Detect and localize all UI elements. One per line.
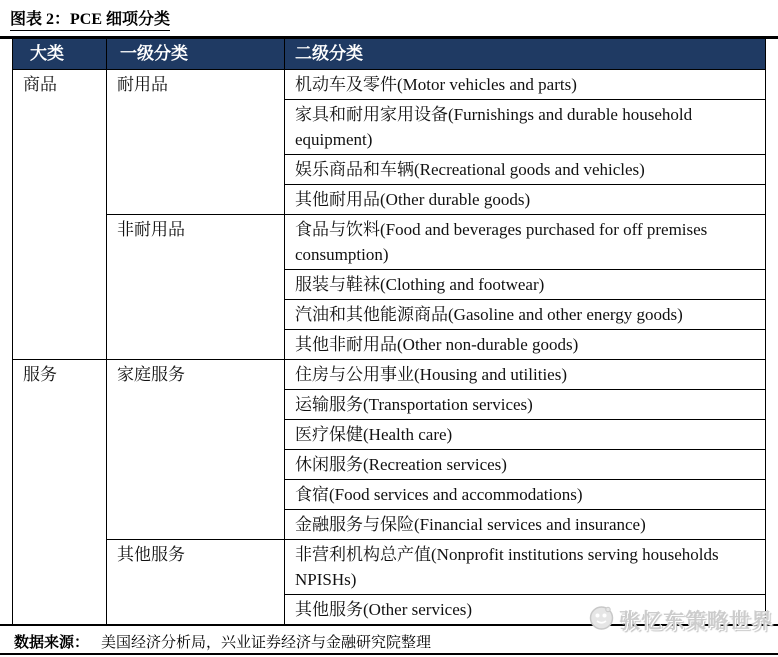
watermark-text: 张忆东策略世界 bbox=[619, 609, 773, 633]
level2-category-cell: 家具和耐用家用设备(Furnishings and durable household equipment) bbox=[285, 99, 766, 154]
table-row bbox=[13, 539, 766, 594]
level2-category-cell: 汽油和其他能源商品(Gasoline and other energy goods) bbox=[285, 299, 766, 329]
table-row bbox=[13, 69, 766, 99]
level2-category-cell: 食宿(Food services and accommodations) bbox=[285, 479, 766, 509]
header-major-category: 大类 bbox=[13, 39, 107, 70]
level2-category-cell: 其他耐用品(Other durable goods) bbox=[285, 184, 766, 214]
pce-classification-table bbox=[12, 39, 766, 625]
level2-category-cell: 非营利机构总产值(Nonprofit institutions serving households NPISHs) bbox=[285, 539, 766, 594]
header-level1-category: 一级分类 bbox=[107, 39, 285, 70]
header-level2-category: 二级分类 bbox=[285, 39, 766, 70]
level1-category-cell: 家庭服务 bbox=[107, 359, 285, 539]
major-category-cell: 商品 bbox=[13, 69, 107, 359]
level2-category-cell: 其他服务(Other services) bbox=[285, 594, 766, 624]
level1-category-cell: 其他服务 bbox=[107, 539, 285, 624]
data-source-text: 美国经济分析局，兴业证券经济与金融研究院整理 bbox=[101, 635, 432, 651]
table-body bbox=[13, 69, 766, 624]
level2-category-cell: 金融服务与保险(Financial services and insurance) bbox=[285, 509, 766, 539]
table-row bbox=[13, 359, 766, 389]
data-source-label: 数据来源： bbox=[14, 635, 90, 651]
level2-category-cell: 休闲服务(Recreation services) bbox=[285, 449, 766, 479]
data-source-row bbox=[14, 631, 778, 652]
figure-title bbox=[10, 6, 778, 31]
major-category-cell: 服务 bbox=[13, 359, 107, 624]
level2-category-cell: 医疗保健(Health care) bbox=[285, 419, 766, 449]
level2-category-cell: 食品与饮料(Food and beverages purchased for off premises consumption) bbox=[285, 214, 766, 269]
level2-category-cell: 运输服务(Transportation services) bbox=[285, 389, 766, 419]
table-header bbox=[13, 39, 766, 70]
table-header-row bbox=[13, 39, 766, 70]
level2-category-cell: 住房与公用事业(Housing and utilities) bbox=[285, 359, 766, 389]
level2-category-cell: 娱乐商品和车辆(Recreational goods and vehicles) bbox=[285, 154, 766, 184]
level1-category-cell: 耐用品 bbox=[107, 69, 285, 214]
level2-category-cell: 机动车及零件(Motor vehicles and parts) bbox=[285, 69, 766, 99]
level2-category-cell: 其他非耐用品(Other non-durable goods) bbox=[285, 329, 766, 359]
table-bottom-rule bbox=[0, 624, 778, 627]
page-end-rule bbox=[0, 653, 778, 656]
figure-title-text: 图表 2：PCE 细项分类 bbox=[10, 6, 170, 31]
level2-category-cell: 服装与鞋袜(Clothing and footwear) bbox=[285, 269, 766, 299]
level1-category-cell: 非耐用品 bbox=[107, 214, 285, 359]
table-row bbox=[13, 214, 766, 269]
